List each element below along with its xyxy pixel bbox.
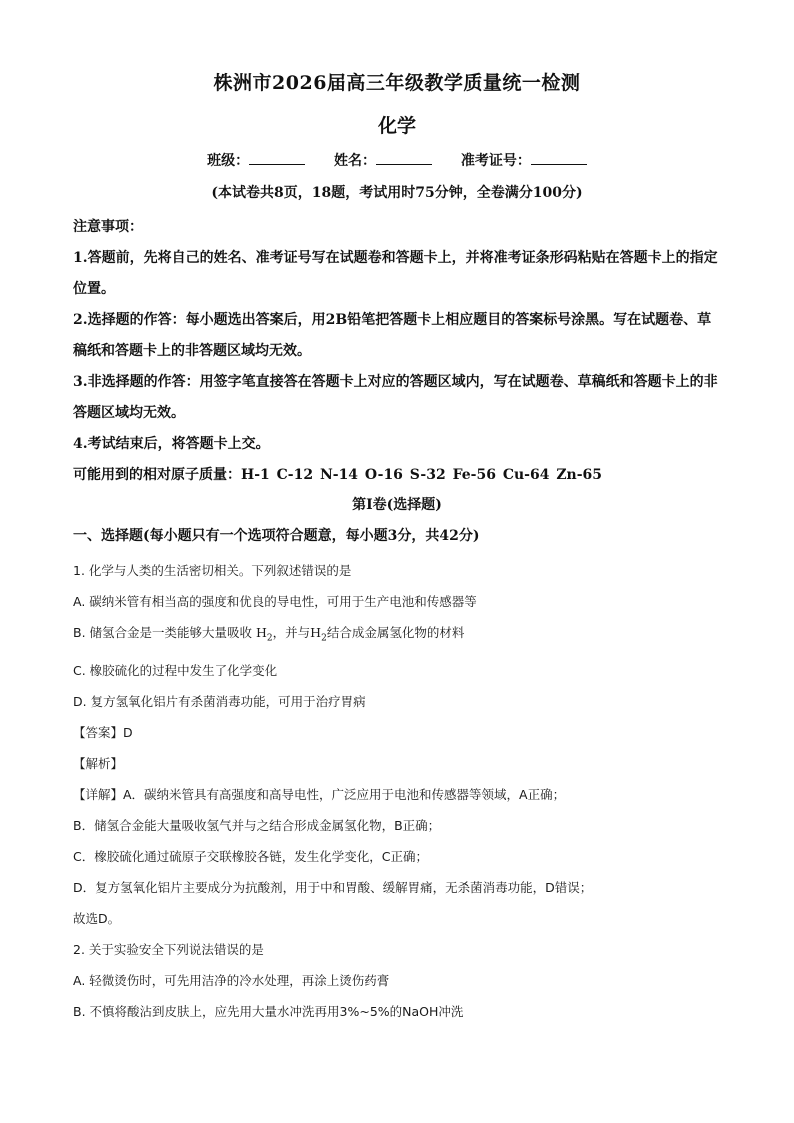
q1-option-a: A. 碳纳米管有相当高的强度和优良的导电性，可用于生产电池和传感器等 — [73, 594, 477, 609]
part-heading: 一、选择题(每小题只有一个选项符合题意，每小题3分，共42分) — [73, 528, 480, 544]
h2-formula — [256, 625, 273, 644]
name-field[interactable] — [334, 153, 437, 169]
q1-detail-line: D．复方氢氧化铝片主要成分为抗酸剂，用于中和胃酸、缓解胃痛，无杀菌消毒功能，D错误； — [73, 879, 593, 895]
notice-item: 3.非选择题的作答：用签字笔直接答在答题卡上对应的答题区域内，写在试题卷、草稿纸和答题卡上的非答题区域均无效。 — [73, 374, 718, 421]
q1-detail-line: C．橡胶硫化通过硫原子交联橡胶各链，发生化学变化，C正确； — [73, 848, 428, 864]
class-label: 班级： — [207, 153, 250, 169]
exam-id-label: 准考证号： — [460, 153, 531, 169]
name-label: 姓名： — [334, 153, 376, 169]
q1-detail-line: B．储氢合金能大量吸收氢气并与之结合形成金属氢化物，B正确； — [73, 817, 441, 833]
h-subscript: 2 — [266, 633, 273, 644]
q2-option-b: B. 不慎将酸沾到皮肤上，应先用大量水冲洗再用3%~5%的NaOH冲洗 — [73, 1003, 464, 1019]
exam-id-blank[interactable] — [531, 151, 587, 165]
q2-stem: 2. 关于实验安全下列说法错误的是 — [73, 941, 264, 957]
notice-item: 2.选择题的作答：每小题选出答案后，用2B铅笔把答题卡上相应题目的答案标号涂黑。写在试题卷、草稿纸和答题卡上的非答题区域均无效。 — [73, 312, 712, 359]
subject-title: 化学 — [377, 115, 416, 137]
class-field[interactable] — [207, 153, 310, 169]
h-symbol: H — [256, 625, 267, 640]
h-subscript: 2 — [321, 633, 327, 644]
q1-option-b-post: 结合成金属氢化物的材料 — [326, 625, 465, 640]
class-blank[interactable] — [249, 151, 305, 165]
q1-option-c: C. 橡胶硫化的过程中发生了化学变化 — [73, 662, 278, 678]
notice-item: 4.考试结束后，将答题卡上交。 — [73, 436, 270, 452]
volume-heading: 第Ⅰ卷(选择题) — [352, 497, 442, 513]
q1-option-b-mid: ，并与 — [272, 625, 311, 640]
q1-analysis: 【解析】 — [73, 755, 124, 771]
name-blank[interactable] — [376, 151, 432, 165]
q1-detail-line: 【详解】A．碳纳米管具有高强度和高导电性，广泛应用于电池和传感器等领域，A正确； — [73, 786, 566, 802]
q2-option-a: A. 轻微烫伤时，可先用洁净的冷水处理，再涂上烫伤药膏 — [73, 972, 390, 988]
candidate-info-row — [0, 150, 794, 170]
q1-option-b-pre: B. 储氢合金是一类能够大量吸收 — [73, 625, 253, 640]
q1-answer: 【答案】D — [73, 724, 133, 740]
q1-option-d: D. 复方氢氧化铝片有杀菌消毒功能，可用于治疗胃病 — [73, 693, 366, 709]
atomic-masses: 可能用到的相对原子质量：H-1 C-12 N-14 O-16 S-32 Fe-56 Cu-64 Zn-65 — [73, 467, 603, 483]
notices-heading: 注意事项： — [73, 219, 143, 235]
q1-stem: 1. 化学与人类的生活密切相关。下列叙述错误的是 — [73, 563, 352, 578]
notices-block — [73, 212, 724, 491]
h2-formula — [310, 625, 327, 644]
q1-detail-line: 故选D。 — [73, 910, 121, 926]
exam-id-field[interactable] — [461, 153, 587, 169]
q1-option-b — [73, 617, 724, 655]
notice-item: 1.答题前，先将自己的姓名、准考证号写在试题卷和答题卡上，并将准考证条形码粘贴在答题卡上的指定位置。 — [73, 250, 718, 297]
exam-scope: (本试卷共8页，18题，考试用时75分钟，全卷满分100分) — [211, 185, 583, 201]
questions — [73, 555, 724, 1027]
exam-title: 株洲市2026届高三年级教学质量统一检测 — [213, 72, 581, 94]
h-symbol: H — [310, 625, 322, 640]
